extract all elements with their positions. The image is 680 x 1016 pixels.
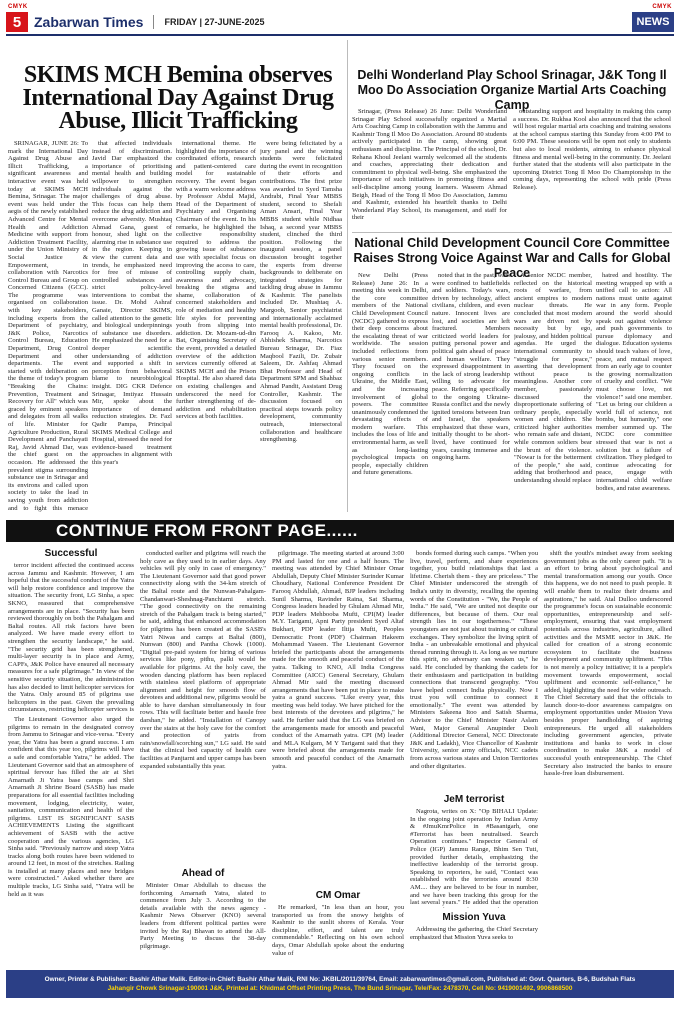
ahead-text: Minister Omar Abdullah to discuss the forthcoming Amarnath Yatra, slated to commence from July 3. According to the details available with the news agency - Kashmir News Observer (KNO) several leaders from different political parties were invited by the Raj Bhavan to attend the All-Party Meeting to discuss the 38-day pilgrimage. — [140, 882, 266, 950]
paper-name: Zabarwan Times — [34, 14, 144, 30]
cm-text: He remarked, "In less than an hour, you transported us from the snowy heights of Kashmir to the sunlit shores of Kerala. Your discipline, effort, and talent are truly commendable." Reflecting on his own school days, Omar Abdullah spoke about the enduring value of — [272, 904, 404, 957]
cmyk-mark-left: CMYK — [8, 4, 28, 10]
imprint-line-1: Owner, Printer & Publisher: Bashir Athar Malik. Editor-in-Chief: Bashir Athar Malik, RNI No: JKBIL/2011/39764, Email: zabarwantimes@gmail.com, Published at: Govt. Quarters, B-6, Budshah Flats — [44, 976, 636, 983]
masthead-rule — [6, 34, 674, 36]
cm-column — [272, 904, 404, 964]
column-divider — [347, 40, 348, 512]
subhead-ahead: Ahead of — [181, 868, 225, 879]
headline-skims: SKIMS MCH Bemina observes International Day Against Drug Abuse, Illicit Trafficking — [22, 62, 334, 134]
headline-delhi: Delhi Wonderland Play School Srinagar, J&K Tong Il Moo Do Association Organize Martial Arts Coaching Camp — [357, 68, 667, 112]
ncdc-text-4: hatred and hostility. The meeting wrapped up with a unified call to action: All nations must unite against war in any form. People around the world should speak out against violence and push governments to pursue diplomacy and dialogue. Education systems should teach values of love, peace, and mutual respect from an early age to counter the growing normalization of cruelty and conflict. "We must choose love, not violence!" said one member. "Let us bring our children a world full of science, not bombs, but humanity," one member summed up. The NCDC core committee stressed that war is not a solution but a failure of civilization. They pledged to continue advocating for peace, engage with international child welfare bodies, and raise awareness. — [596, 272, 672, 492]
yuva-column — [410, 926, 538, 964]
ncdc-column-1 — [352, 272, 428, 512]
lower-text-4: bonds formed during such camps. "When you live, travel, perform, and share experiences together, you build relationships that last a lifetime. Cherish them - they are priceless." The Chief Minister underscored the strength of India's unity in diversity, recalling the opening words of the Constitution - "We, the People of India." He said, "We are united not despite our differences, but because of them. Our real strength lies in our togetherness." "These youngsters are not just about training or cultural exchanges. They symbolize the living spirit of India - an unbreakable emotional and physical thread running through it. As long as we nurture this spirit, no adversary can weaken us," he said. He concluded by thanking the cadets for their enthusiasm and participation in building connections that transcend geography. "You have helped connect India physically. Now I trust you will continue to connect it emotionally." The event was attended by Ministers Sakeena Itoo and Satish Sharma, Advisor to the Chief Minister Nasir Aslam Wani, Major General Anupinder Deoli (Additional Director General, NCC Directorate J&K and Ladakh), Vice Chancellor of Kashmir University, senior army officials, NCC cadets from across various states and Union Territories and other dignitaries. — [410, 550, 538, 770]
ncdc-column-4 — [596, 272, 672, 512]
delhi-column-2 — [513, 108, 671, 228]
lower-text-5: shift the youth's mindset away from seeking government jobs as the only career path. "It is an effort to bring about psychological and mental transformation among our youth. Once this happens, we do not need to push people. It will enable them to realize their dreams and aspirations," he said. Atal Dulloo underscored the programme's focus on sustainable economic opportunities, entrepreneurship and self-employment, ensuring that vast employment potentials across industries, agriculture, allied activities and the MSME sector in J&K. He called for creation of a strong economic ecosystem to facilitate the business development and community upliftment. "This is not merely a policy initiative; it is a people's movement towards empowerment, social upliftment and economic self-reliance," he added, highlighting the need for wider outreach. The Chief Secretary said that the officials to launch door-to-door awareness campaigns on employment opportunities under Mission Yuva besides proper handholding of aspiring entrepreneurs. He urged all stakeholders including government agencies, private institutions and banks to work in close coordination to make J&K a model of successful youth entrepreneurship. The Chief Secretary also instructed the banks to ensure hassle-free loan disbursement. — [544, 550, 672, 778]
skims-text-2: that affected individuals instead of discrimination. Javid Dar emphasized the importance of prioritising mental health and building willpower to strengthen individuals against the challenges of drug abuse. This focus can help them reduce the drug addiction and overcome adversity. Mushtaq Ahmad Gana, guest of honour, shed light on the alarming rise in substance use in the region. Keeping in view the current data and trends, he emphasized need for free of misuse of controlled substances and strict policy-level interventions to combat the issue. Dr. Mohd Ashraf Ganaie, Director SKIMS, called attention to the genetic and biological underpinnings of substance use disorders. He emphasized the need for a deeper scientific understanding of addiction and supported a shift in perception from behavioral blame to neurobiological insight. DIG CKR Defence Srinagar, Imtiyaz Hussain Mir, spoke about the importance of demand reduction strategies. Dr. Fazl Qadir Pampa, Principal SKIMS Medical College and Hospital, stressed the need for evidence-based treatment approaches in alignment with this year's — [92, 140, 172, 466]
ncdc-text-3: A senior NCDC member, reflected on the historical roots of warfare, from ancient empires to modern nuclear threats. He concluded that most modern wars are driven not by necessity but by ego, jealousy, and hidden political agendas. He urged the international community to "struggle for peace," asserting that development without peace is meaningless. Another core member, passionately discussed the disproportionate suffering of ordinary people, especially women and children. She criticized higher authorities who remain safe and distant, while common soldiers bear the brunt of the violence. "Nowar is for the betterment of the people," she said, adding that brotherhood and understanding should replace — [514, 272, 592, 485]
issue-date: FRIDAY | 27-JUNE-2025 — [164, 17, 265, 27]
lower-column-4 — [410, 550, 538, 790]
ncdc-column-2 — [432, 272, 510, 512]
ncdc-text-1: New Delhi (Press Release) June 26: In a meeting this week in Delhi, the core committee members of the National Child Development Council (NCDC) gathered to express their deep concerns about the escalating threat of war worldwide. The session included reflections from various senior members. They focused on the ongoing conflicts in Ukraine, the Middle East, and the increasing involvement of global powers. The committee unanimously condemned the devastating effects of modern warfare. This includes the loss of life and environmental harm, as well as long-lasting psychological impacts on people, especially children and future generations. — [352, 272, 428, 477]
skims-column-3 — [176, 140, 256, 512]
ncdc-column-3 — [514, 272, 592, 512]
ncdc-text-2: noted that in the past, wars were confined to battlefields and soldiers. Today's wars, driven by technology, affect civilians, children, and even nature. Innocent lives are lost, and societies are left fractured. Members criticized world leaders for putting personal power and political gain ahead of peace and human welfare. They expressed disappointment in the lack of strong leadership willing to advocate for peace. Referring specifically to the ongoing Ukraine-Russia conflict and the newly ignited tensions between Iran and Israel, the speakers emphasized that these wars, initially thought to be short-lived, have continued for years, causing immense and ongoing harm. — [432, 272, 510, 462]
cmyk-mark-right: CMYK — [652, 4, 672, 10]
page-number: 5 — [6, 12, 28, 32]
imprint-line-2: Jahangir Chowk Srinagar-190001 J&K, Printed at: Khidmat Offset Printing Press, The Bund Srinagar, Tele/Fax: 2478370, Cell No: 9419001492, 9906868500 — [107, 985, 573, 992]
lower-text-2: conducted earlier and pilgrims will reach the holy cave as they used to in earlier days. Any vehicles will ply only in case of emergency." The Lieutenant Governor said that good power connectivity along with the 34-km stretch of the Baltal route and the Nunwan-Pahalgam-Chandanwari-Sheshnag-Panchtarni stretch. "The good connectivity on the remaining stretch of the Pahalgam track is being started," he said, adding that enhanced accommodation for pilgrims has been created at the SASB's Yatri Niwas and camps at Baltal (800), Nunwan (800) and Pantha Chowk (1000). "Digital pre-paid system for hiring of various services like pony, pithu, palki would be available for pilgrims. At the holy cave, the wooden dancing platform has been replaced with stainless steel platform of appropriate alignment and height for smooth flow of devotees and additional new, pilgrims would be able to have darshan simultaneously in four rows. This will facilitate better and hassle free darshan," he added. "Installation of Canopy over the stairs at the holy cave for the comfort and protection of yatris from rain/snowfall/scorching sun," LG said. He said that the clinical bed capacity of health care facilities at Panjtarni and upper camps has been expanded substantially this year. — [140, 550, 266, 770]
masthead-divider — [153, 15, 154, 29]
headline-ncdc: National Child Development Council Core Committee Raises Strong Voice Against War and Calls for Global Peace — [353, 236, 671, 280]
skims-text-4: were being felicitated by a jury panel and the winning students were felicitated during the event in recognition of their efforts and contributions. The first prize was awarded to Syed Tamsha Andrabi, Final Year MBBS student, second to Shefali Aman Ansari, Final Year MBBS student while Nidhaa Ishaq, a second year MBBS student, clinched the third position. Following the inaugural session, a panel discussion brought together the experts from diverse backgrounds to deliberate on integrated strategies for tackling drug abuse in Jammu & Kashmir. The panelists included Dr. Mushtaq A. Margoob, Senior psychiatrist and internationally acclaimed mental health professional, Dr. Farooq A. Kakoo, Mr. Abhishek Sharma, Narcotics Bureau Srinagar, Dr. Fiaz Maqbool Fazili, Dr. Zubair Saleem, Dr. Ashfaq Ahmad Bhat Professor and Head of Department SPM and Shahbaz Ahmad Pandit, Assistant Drug Controller, Kashmir. The discussion focused on practical steps towards policy development, community outreach, intersectoral collaboration and healthcare strengthening. — [260, 140, 342, 444]
story-divider — [352, 232, 672, 233]
yuva-text: Addressing the gathering, the Chief Secretary emphasized that Mission Yuva seeks to — [410, 926, 538, 941]
lower-column-3 — [272, 550, 404, 880]
skims-column-1 — [8, 140, 88, 512]
ahead-column — [140, 882, 266, 964]
jem-text: Nagrota, writes on X: "Op BIHALI Update: In the ongoing joint operation by Indian Army & #JmuKmrPolice in #Basantgarh, one #Terrorist has been neutralised. Search Operation continues." Inspector General of Police (IGP) Jammu Range, Bhim Sen Tuti, provided further details, emphasizing the ineffective leadership of the terrorist group. Speaking to reporters, he said, "Contact was established with the terrorists around 8:30 AM.... they are believed to be four in number, and we have been tracking this group for the last several years." He added that the operation — [410, 808, 538, 907]
lower-column-1b — [8, 716, 134, 964]
lower-text-1: terror incident affected the continued access across Jammu and Kashmir. However, I am hopeful that the successful conduct of the Yatra will help restore confidence and improve the situation. The security front, LG Sinha, a spec SKNO, reassured that comprehensive arrangements are in place. "Security has been reviewed thoroughly on both the Pahalgam and Baltal routes. All risk factors have been analyzed. We have made every effort to strengthen the security landscape," he said. "The security grid has been strengthened, multi-layer security is in place and Army, CAPFs, J&K Police have ensured all necessary measures for a safe pilgrimage." In view of the sensitive security situation, the administration has also decided to limit helicopter services for the Yatra. Only around 85 of pilgrims use helicopters in the past. Given the prevailing circumstances, restricting helicopter services is — [8, 562, 134, 714]
delhi-column-1 — [352, 108, 507, 228]
lower-column-1 — [8, 562, 134, 714]
lower-text-1b: The Lieutenant Governor also urged the pilgrims to remain in the designated convoy from Jammu to Srinagar and vice-versa. "Every year, the Yatra has been a grand success. I am confident that this year too, pilgrims will have a safe and comfortable Yatra," he added. The Lieutenant Governor said that an atmosphere of spiritual fervour has filled the air at Shri Amarnath Ji Yatra base camps and Shri Amarnath Ji Shrine Board (SASB) has made preparations for all essential facilities including movement, lodging, electricity, water, sanitation, communication and health of the pilgrims. LIST IS SIGNIFICANT SASB ACHIEVEMENTS Listing the significant achievement of SASB with the active cooperation and the various agencies, LG Sinha said. "Previously narrow and steep Yatra tracks along both routes have been widened to around 12 feet, in most of the stretches. Railing is installed at many places and new bridges were constructed." Asked whether there are multiple tracks, LG Sinha said, "Yatra will be held as it was — [8, 716, 134, 898]
delhi-text-1: Srinagar, (Press Release) 26 June: Delhi Wonderland Srinagar Play School successfully organized a Martial Arts Coaching Camp in collaboration with the Jammu and Kashmir Tong Il Moo Do Association. Around 80 students actively participated in the camp, showing great enthusiasm and discipline. The Principal of the school, Dr. Rehana Khoul Jeelani warmly welcomed all the students and coaches, appreciating their dedication and commitment to physical well-being. She emphasized the importance of such initiatives in promoting fitness and self-discipline among young learners. Waseem Ahmad Beigh, Head of the Tong Il Moo Do Association, Jammu and Kashmir, extended his heartfelt thanks to Delhi Wonderland Play School, its management, and staff for their — [352, 108, 507, 222]
subhead-yuva: Mission Yuva — [442, 912, 506, 923]
skims-text-3: international theme. He highlighted the importance of coordinated efforts, research and patient-centered care model for sustainable recovery. The event began with a warm welcome address by Professor Abdul Majid, Head of the Department of Psychiatry and Organising Chairman of the event. In his remarks, he highlighted the collective responsibility required to address the growing issue of substance use with specialist focus on improving the access to care, controlling supply chain, awareness and advocacy, breaking the stigma and shame, collaboration of concerned stakeholders and role of mediation and healthy life styles for preventing youth from slipping into addiction. Dr. Mozam-ud-din Bat, Organising Secretary of the event, provided a detailed overview of the addiction services currently offered at SKIMS MCH and the Prison Hospital. He also shared data on existing challenges and underscored the need for further strengthening of de-addiction and rehabilitation services at both facilities. — [176, 140, 256, 421]
skims-text-1: SRINAGAR, JUNE 26: To mark the International Day Against Drug Abuse and Illicit Trafficking, a significant awareness and interactive event was held today at SKIMS MCH Bemina, Srinagar. The major event was held under the aegis of the newly established Advanced Centre for Mental Health and Addiction Medicine with support from Addiction Treatment Facility, under the Union Ministry of Social Justice & Empowerment, in collaboration with Narcotics Control Bureau and Group on Concerned Citizens (GCC). The programme was organised on collaboration with key stakeholders, including experts from the Department of psychiatry, J&K Police, Narcotics Control Bureau, Education Department, Drug Control Department and other departments. The event started with deliberation on the theme of today's program "Breaking the Chains: Prevention, Treatment and Recovery for All" which was graced by eminent speakers and delegates from all walks of life. Minister for Agriculture Production, Rural Development and Panchayati Raj, Javid Ahmad Dar, was the chief guest on the occasion. He addressed the prevalent stigma surrounding substance use in Srinagar and its environs and called upon society to take the lead in saving youth from addiction and to fight this menace — [8, 140, 88, 512]
masthead — [6, 12, 674, 32]
lower-text-3: pilgrimage. The meeting started at around 3:00 PM and lasted for one and a half hours. The meeting was attended by Chief Minister Omar Abdullah, Deputy Chief Minister Surinder Kumar Choudhary, National Conference President Dr Farooq Abdullah, Ahmad, BJP leaders including Sunil Sharma, Ravinder Raina, Sat Sharma, Congress leaders headed by Ghulam Ahmad Mir, PDP leaders Mehbooba Mufti, CPI(M) leader M.Y. Tarigami, Apni Party president Syed Altaf Bukhari, PDP leader Iltija Mufti, Peoples Democratic Front (PDF) Chairman Hakeem Mohammad Yaseen. The Lieutenant Governor briefed the participants about the arrangements made for the smooth and peaceful conduct of the yatra. Talking to KNO, All India Congress Committee (AICC) General Secretary, Ghulam Ahmad Mir said the meeting discussed arrangements that have been put in place to make yatra a grand success. "Like every year, this meeting was held today. We have pitched for the best interests of the devotees and pilgrims," he said. He further said that the LG was briefed on the arrangements made for smooth and peaceful conduct of the Amarnath yatra. CPI (M) leader and MLA Kulgam, M Y Tarigami said that they were briefed about the arrangements made for smooth and peaceful conduct of the Amarnath yatra. — [272, 550, 404, 770]
lower-column-5 — [544, 550, 672, 964]
section-tag: NEWS — [632, 12, 674, 32]
skims-column-2 — [92, 140, 172, 512]
skims-column-4 — [260, 140, 342, 512]
lower-column-2 — [140, 550, 266, 860]
subhead-successful: Successful — [44, 548, 98, 559]
subhead-jem: JeM terrorist — [443, 794, 505, 805]
continue-banner: CONTINUE FROM FRONT PAGE...... — [6, 520, 674, 542]
delhi-text-2: outstanding support and hospitality in making this camp a success. Dr. Rukhsa Kool also announced that the school will host regular martial arts coaching and training sessions at the school campus starting this Sunday from 4:00 PM to 6:00 PM. These sessions will be open not only to students but also to local residents, aiming to enhance physical fitness and mental well-being in the community. Dr. Jeelani further stated that the students will also participate in the upcoming District Tong Il Moo Do Championship in the coming days, representing the school with pride (Press Release). — [513, 108, 671, 191]
subhead-cm: CM Omar — [315, 890, 361, 901]
jem-column — [410, 808, 538, 908]
imprint-footer — [6, 970, 674, 998]
